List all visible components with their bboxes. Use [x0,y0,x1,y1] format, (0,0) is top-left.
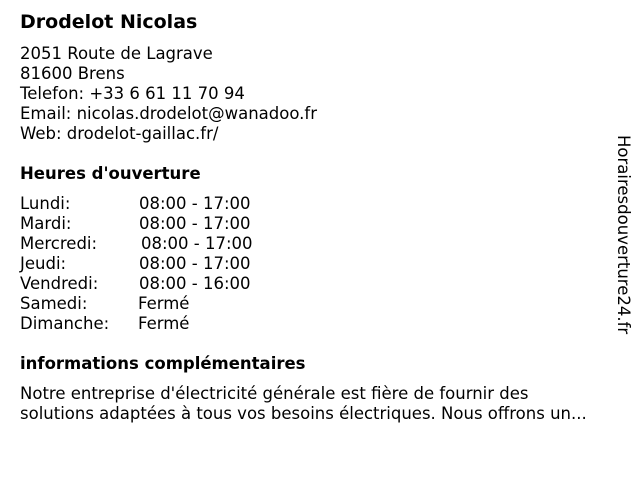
opening-hours-heading: Heures d'ouverture [20,164,201,183]
hours-row-sunday [20,314,280,334]
day-label: Lundi: [20,194,71,213]
day-label: Dimanche: [20,314,110,333]
hours-value: 08:00 - 17:00 [139,214,251,233]
day-label: Mardi: [20,214,72,233]
hours-row-friday [20,274,280,294]
hours-value: Fermé [138,294,190,313]
hours-row-saturday [20,294,280,314]
hours-value: 08:00 - 17:00 [139,254,251,273]
opening-hours-table [20,194,280,334]
hours-value: Fermé [138,314,190,333]
hours-row-tuesday [20,214,280,234]
hours-value: 08:00 - 17:00 [141,234,253,253]
hours-value: 08:00 - 17:00 [139,194,251,213]
day-label: Mercredi: [20,234,98,253]
contact-block [20,44,317,144]
hours-row-thursday [20,254,280,274]
info-line: Notre entreprise d'électricité générale est fière de fournir des [20,384,529,403]
address-street: 2051 Route de Lagrave [20,44,213,63]
email-address: Email: nicolas.drodelot@wanadoo.fr [20,104,317,123]
additional-info-text [20,384,620,424]
site-watermark: Horairesdouverture24.fr [614,135,633,335]
info-line: solutions adaptées à tous vos besoins électriques. Nous offrons un... [20,404,587,423]
website: Web: drodelot-gaillac.fr/ [20,124,219,143]
day-label: Vendredi: [20,274,99,293]
additional-info-heading: informations complémentaires [20,354,306,373]
business-name: Drodelot Nicolas [20,11,198,33]
address-city: 81600 Brens [20,64,125,83]
hours-value: 08:00 - 16:00 [139,274,251,293]
hours-row-wednesday [20,234,280,254]
day-label: Jeudi: [20,254,67,273]
hours-row-monday [20,194,280,214]
day-label: Samedi: [20,294,88,313]
phone-number: Telefon: +33 6 61 11 70 94 [20,84,245,103]
